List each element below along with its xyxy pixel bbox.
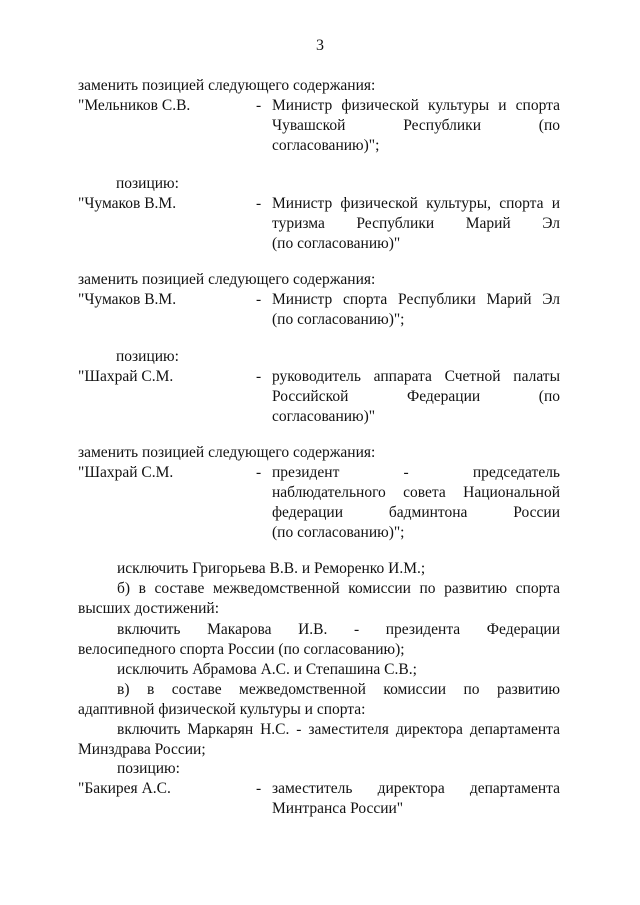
paragraph-line: высших достижений:: [78, 600, 220, 617]
role-line: (по согласованию)": [272, 235, 401, 252]
paragraph-line: включить Маркарян Н.С. - заместителя директора департамента: [117, 721, 560, 738]
role-line: Министр физической культуры, спорта и: [272, 195, 560, 212]
role-line: наблюдательного совета Национальной: [272, 484, 560, 501]
person-name: "Чумаков В.М.: [78, 291, 177, 308]
role-line: Минтранса России": [272, 800, 404, 817]
dash: -: [256, 195, 262, 212]
role-line: федерации бадминтона России: [272, 504, 560, 521]
paragraph-line: велосипедного спорта России (по согласованию);: [78, 641, 405, 658]
paragraph-line: исключить Абрамова А.С. и Степашина С.В.;: [117, 661, 417, 678]
person-name: "Мельников С.В.: [78, 97, 191, 114]
paragraph-line: Минздрава России;: [78, 741, 206, 758]
person-name: "Шахрай С.М.: [78, 464, 174, 481]
paragraph-line: позицию:: [117, 760, 180, 777]
role-line: Министр спорта Республики Марий Эл: [272, 291, 560, 308]
role-line: согласованию)";: [272, 137, 380, 154]
paragraph-line: адаптивной физической культуры и спорта:: [78, 701, 366, 718]
dash: -: [256, 464, 262, 481]
role-line: (по согласованию)";: [272, 311, 405, 328]
dash: -: [256, 780, 262, 797]
dash: -: [256, 291, 262, 308]
person-name: "Шахрай С.М.: [78, 368, 174, 385]
person-name: "Чумаков В.М.: [78, 195, 177, 212]
paragraph-line: в) в составе межведомственной комиссии по развитию: [117, 681, 560, 698]
intro-line: заменить позицией следующего содержания:: [78, 271, 376, 288]
paragraph-line: включить Макарова И.В. - президента Федерации: [117, 621, 560, 638]
paragraph-line: исключить Григорьева В.В. и Реморенко И.М.;: [117, 560, 426, 577]
intro-line: позицию:: [116, 348, 179, 365]
role-line: Чувашской Республики (по: [272, 117, 560, 134]
page-number: 3: [316, 37, 324, 54]
person-name: "Бакирея А.С.: [78, 780, 171, 797]
paragraph-line: б) в составе межведомственной комиссии по развитию спорта: [117, 580, 560, 597]
dash: -: [256, 97, 262, 114]
dash: -: [256, 368, 262, 385]
role-line: туризма Республики Марий Эл: [272, 215, 560, 232]
role-line: Министр физической культуры и спорта: [272, 97, 560, 114]
role-line: заместитель директора департамента: [272, 780, 560, 797]
intro-line: заменить позицией следующего содержания:: [78, 77, 376, 94]
intro-line: позицию:: [116, 175, 179, 192]
role-line: (по согласованию)";: [272, 524, 405, 541]
intro-line: заменить позицией следующего содержания:: [78, 444, 376, 461]
role-line: Российской Федерации (по: [272, 388, 560, 405]
role-line: согласованию)": [272, 408, 376, 425]
role-line: президент - председатель: [272, 464, 560, 481]
role-line: руководитель аппарата Счетной палаты: [272, 368, 560, 385]
